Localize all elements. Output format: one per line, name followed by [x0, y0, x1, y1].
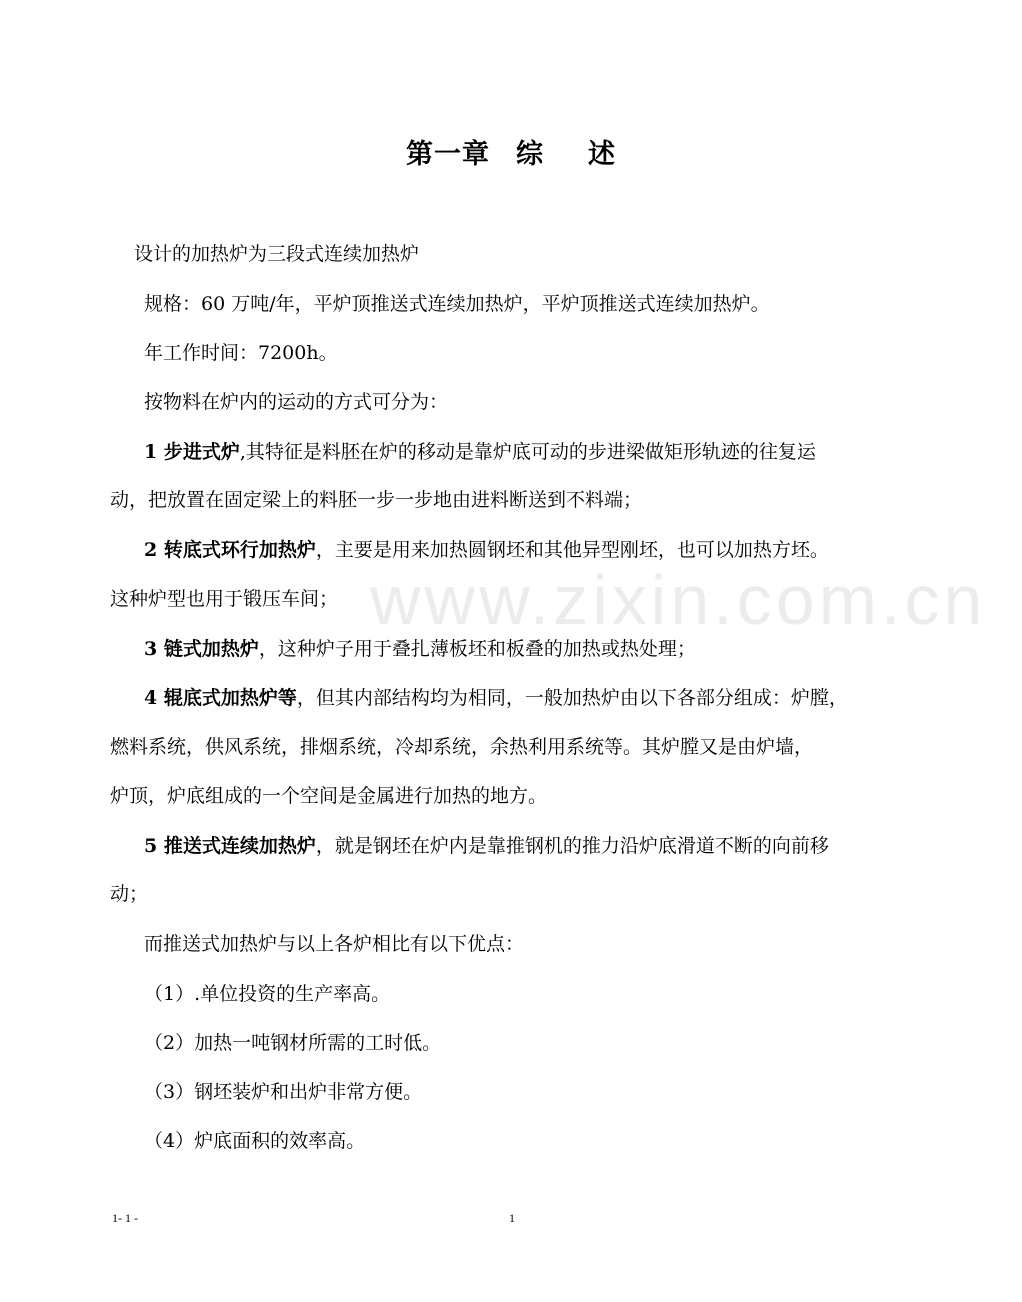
- paragraph-classification: 按物料在炉内的运动的方式可分为：: [144, 391, 449, 413]
- chapter-title-part3: 述: [588, 139, 616, 170]
- item-5-heading: 5 推送式连续加热炉: [144, 835, 316, 857]
- footer-page-number: 1: [509, 1211, 515, 1225]
- paragraph-spec: 规格：60 万吨/年，平炉顶推送式连续加热炉，平炉顶推送式连续加热炉。: [144, 293, 770, 315]
- advantage-item-4: （4）炉底面积的效率高。: [144, 1130, 366, 1152]
- watermark: www.zixin.com.cn: [370, 561, 987, 639]
- item-4-text: ，但其内部结构均为相同，一般加热炉由以下各部分组成：炉膛，: [296, 687, 848, 709]
- item-1-text: ,其特征是料胚在炉的移动是靠炉底可动的步进梁做矩形轨迹的往复运: [239, 441, 816, 463]
- item-3-heading: 3 链式加热炉: [144, 638, 259, 660]
- paragraph-item-1-cont: 动，把放置在固定梁上的料胚一步一步地由进料断送到不料端；: [110, 489, 643, 511]
- paragraph-item-4: [144, 674, 950, 722]
- chapter-title-part2: 综: [516, 139, 544, 170]
- item-4-heading: 4 辊底式加热炉等: [144, 687, 297, 709]
- paragraph-item-3: [144, 625, 950, 673]
- paragraph-advantages: 而推送式加热炉与以上各炉相比有以下优点：: [144, 933, 525, 955]
- footer-page-label: 1- 1 -: [112, 1211, 138, 1225]
- paragraph-design: 设计的加热炉为三段式连续加热炉: [134, 243, 420, 265]
- item-2-text: ，主要是用来加热圆钢坯和其他异型刚坯，也可以加热方坯。: [315, 539, 829, 561]
- item-3-text: ，这种炉子用于叠扎薄板坯和板叠的加热或热处理；: [258, 638, 696, 660]
- advantage-item-2: （2）加热一吨钢材所需的工时低。: [144, 1032, 442, 1054]
- paragraph-item-5-cont: 动；: [110, 883, 149, 905]
- item-2-heading: 2 转底式环行加热炉: [144, 539, 316, 561]
- item-1-heading: 1 步进式炉: [144, 441, 240, 463]
- paragraph-item-2: [144, 526, 950, 574]
- chapter-title: [0, 132, 1022, 171]
- paragraph-item-5: [144, 822, 950, 870]
- chapter-title-part1: 第一章: [406, 139, 490, 170]
- paragraph-item-4-cont2: 炉顶，炉底组成的一个空间是金属进行加热的地方。: [110, 785, 548, 807]
- paragraph-item-1: [144, 428, 950, 476]
- paragraph-item-2-cont: 这种炉型也用于锻压车间；: [110, 588, 339, 610]
- advantage-item-3: （3）钢坯装炉和出炉非常方便。: [144, 1081, 423, 1103]
- paragraph-item-4-cont: 燃料系统，供风系统，排烟系统，冷却系统，余热利用系统等。其炉膛又是由炉墙，: [110, 736, 814, 758]
- item-5-text: ，就是钢坯在炉内是靠推钢机的推力沿炉底滑道不断的向前移: [315, 835, 829, 857]
- advantage-item-1: （1）.单位投资的生产率高。: [144, 983, 391, 1005]
- paragraph-worktime: 年工作时间：7200h。: [144, 342, 338, 364]
